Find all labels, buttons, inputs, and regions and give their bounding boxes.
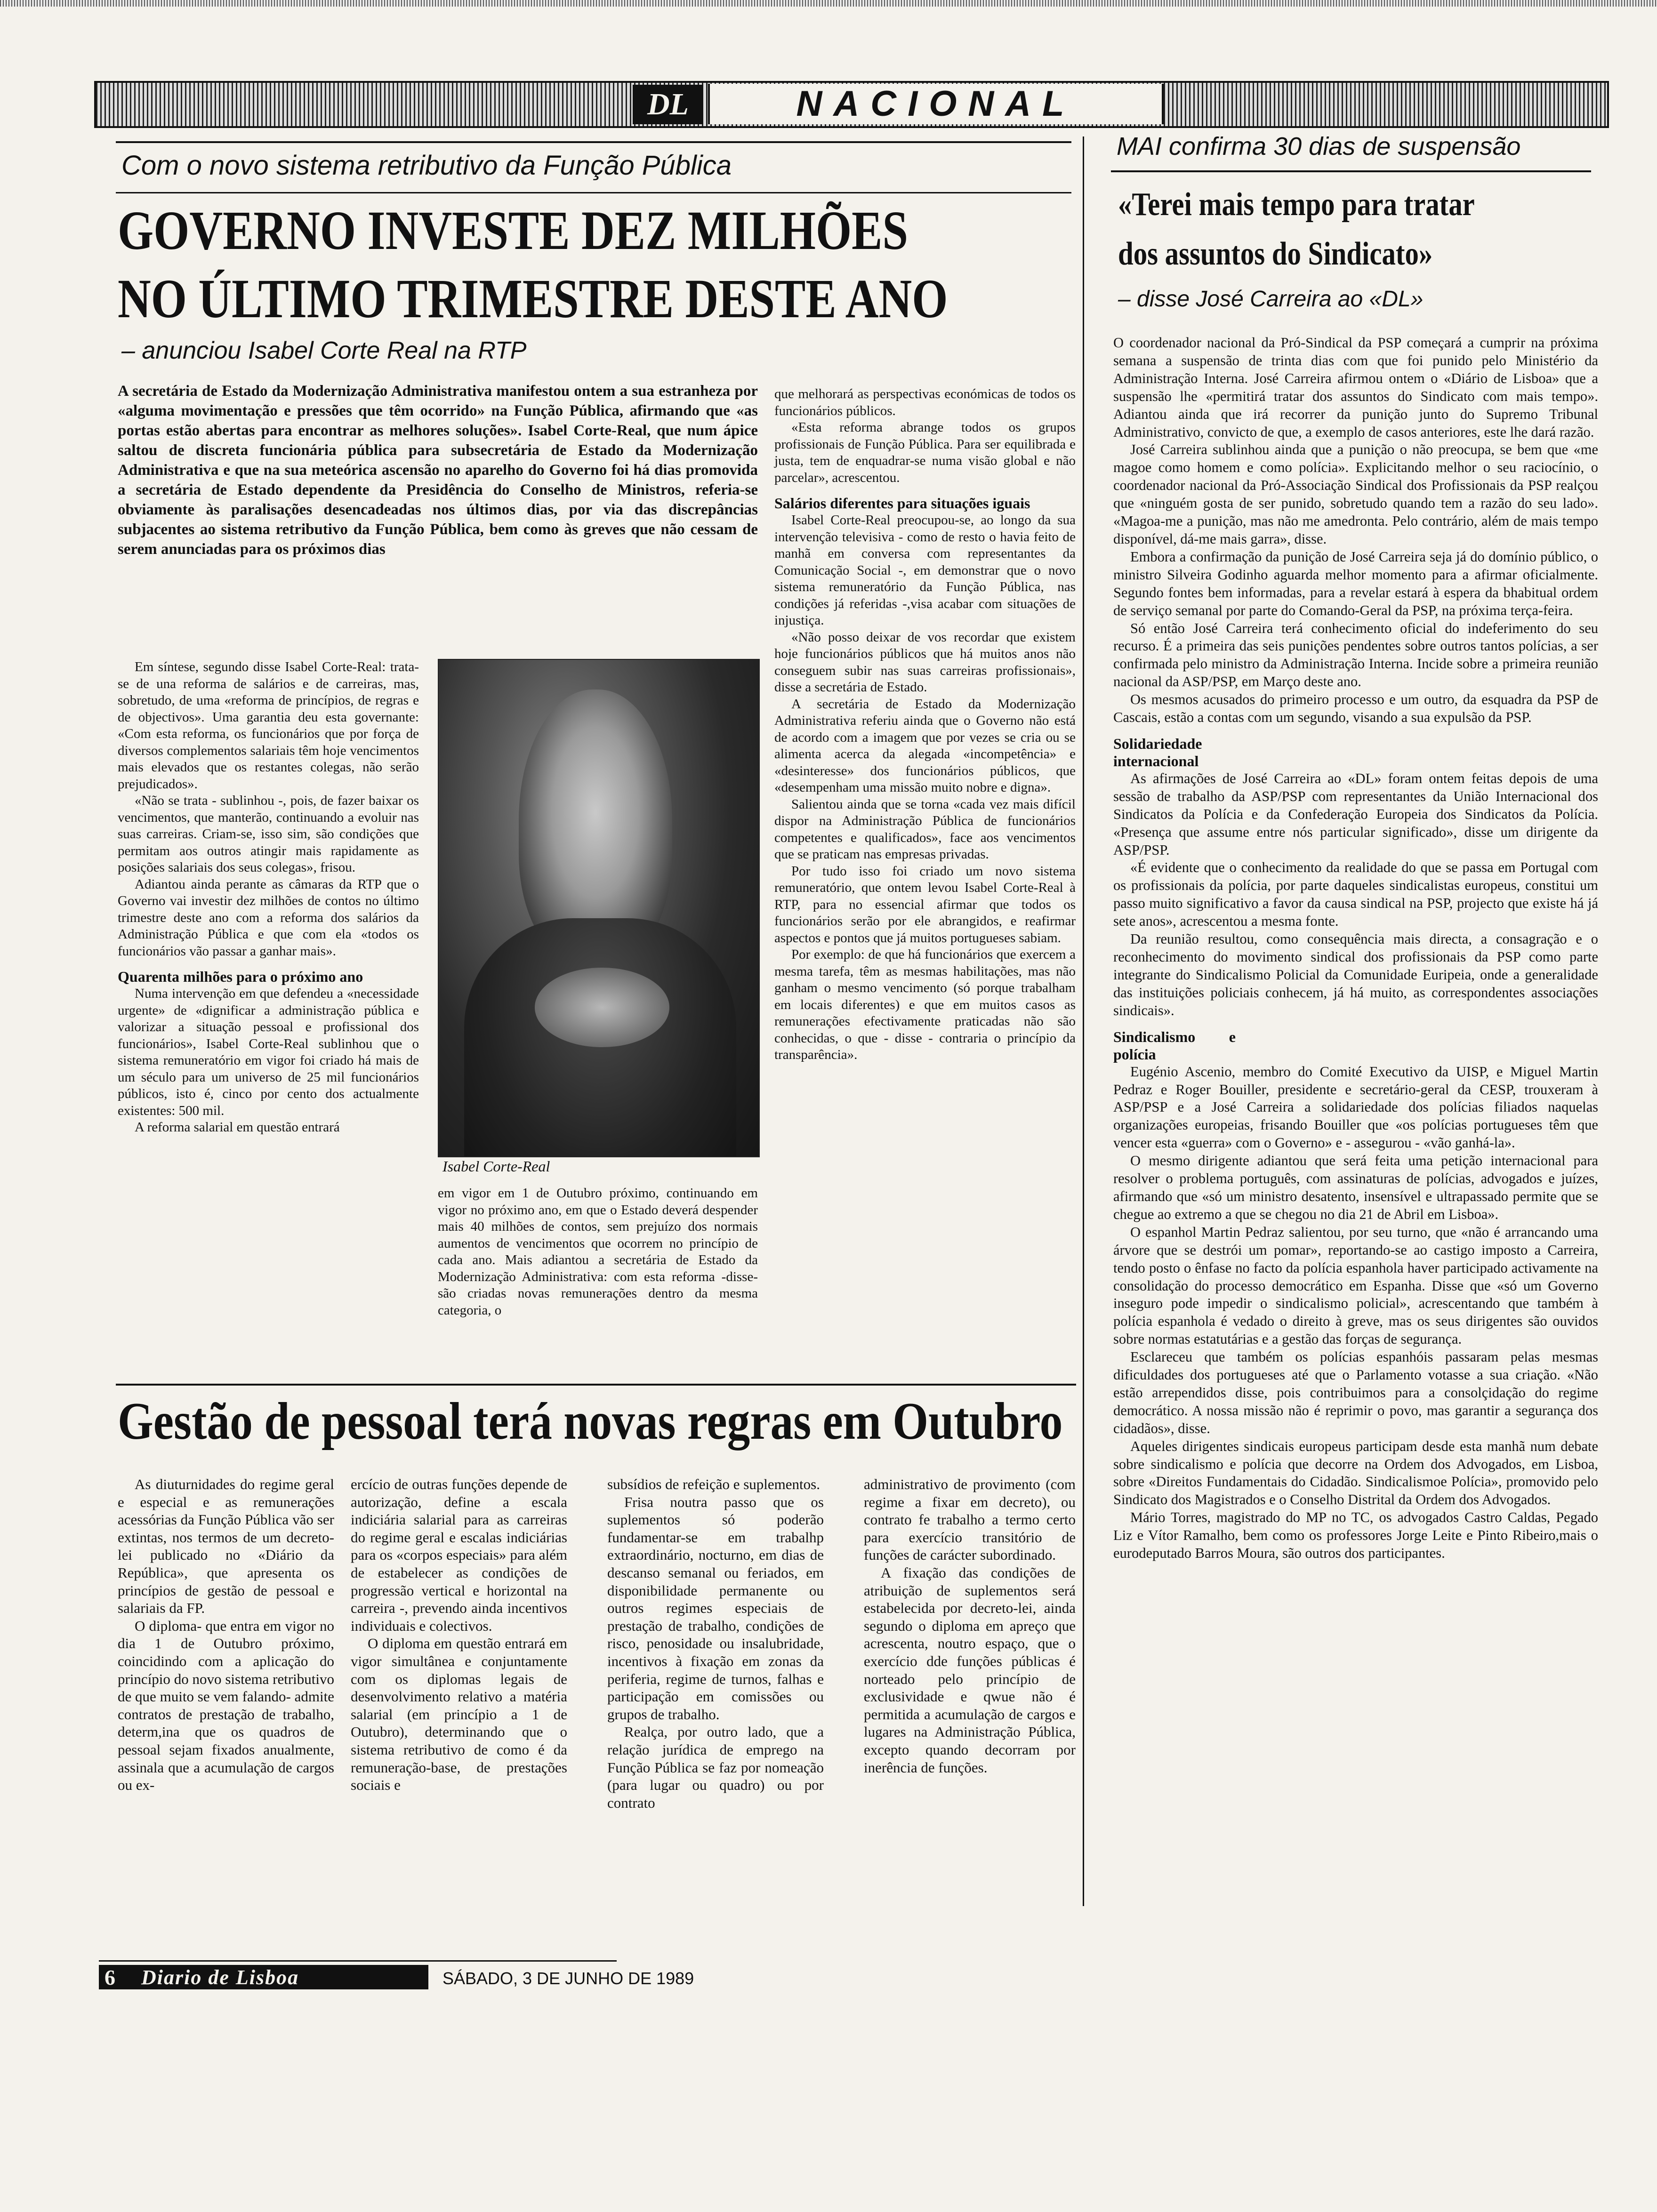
left-lead: A secretária de Estado da Modernização Administrativa manifestou ontem a sua estranheza por «alguma movimentação e pressões que têm ocorrido» na Função Pública, afirmando que «as portas estão abertas para encontrar as melhores soluções». Isabel Corte-Real, que num ápice saltou de discreta funcionária pública para subsecretária de Estado da Modernização Administrativa e que na sua meteórica ascensão no aparelho do Governo foi há dias promovida a secretária de Estado dependente da Presidência do Conselho de Ministros, referia-se obviamente às paralisações desencadeadas nos últimos dias, por via das discrepâncias subjacentes ao sistema retributivo da Função Pública, bem como às greves que não cessam de serem anunciadas para os próximos dias bbox=[118, 383, 758, 558]
paragraph: A fixação das condições de atribuição de suplementos será estabelecida por decreto-lei, ainda segundo o diploma em apreço que acrescenta, noutro espaço, que o exercício dde funções públicas é norteado pelo princípio de exclusividade e qwue não é permitida a acumulação de cargos e lugares na Administração Pública, excepto quando decorram por inerência de funções. bbox=[864, 1564, 1076, 1776]
right-deck: – disse José Carreira ao «DL» bbox=[1118, 287, 1424, 312]
column-divider bbox=[1083, 136, 1084, 1906]
paragraph: A secretária de Estado da Modernização Administrativa referiu ainda que o Governo não está de acordo com a imagem que por vezes se cria ou se alimenta acerca da alegada «incompetência» e «desinteresse» dos funcionários públicos, que «desempenham uma missão muito nobre e digna». bbox=[774, 696, 1076, 795]
bottom-column-3 bbox=[607, 1475, 824, 1811]
paragraph: O mesmo dirigente adiantou que será feita uma petição internacional para resolver o problema português, com assinaturas de polícias, advogados e juízes, afirmando que «só um ministro desatento, insensível e ultrapassado permite que se chegue ao extremo a que se chegou no dia 21 de Abril em Lisboa». bbox=[1113, 1153, 1598, 1222]
paragraph: A reforma salarial em questão entrará bbox=[135, 1120, 340, 1135]
footer-date: SÁBADO, 3 DE JUNHO DE 1989 bbox=[442, 1969, 694, 1988]
top-border bbox=[0, 0, 1657, 7]
paragraph: O coordenador nacional da Pró-Sindical da PSP começará a cumprir na próxima semana a suspensão de trinta dias com que foi punido pelo Ministério da Administração Interna. José Carreira afirmou ontem o «Diário de Lisboa» que a suspensão lhe «permitirá tratar dos assuntos do Sindicato com mais tempo». Adiantou ainda que irá recorrer da punição junto do Supremo Tribunal Administrativo, convicto de que, a exemplo de casos anteriores, este lhe dará razão. bbox=[1113, 335, 1598, 440]
paragraph: Realça, por outro lado, que a relação jurídica de emprego na Função Pública se faz por nomeação (para lugar ou quadro) ou por contrato bbox=[607, 1723, 824, 1811]
paragraph: «Não posso deixar de vos recordar que existem hoje funcionários públicos que há muitos anos não conseguem subir nas suas carreiras profissionais», disse a secretária de Estado. bbox=[774, 629, 1076, 695]
paragraph: Por tudo isso foi criado um novo sistema remuneratório, que ontem levou Isabel Corte-Real à RTP, para no essencial afirmar que todos os funcionários serão por ele abrangidos, e reafirmar aspectos e pontos que já muitos portugueses sabiam. bbox=[774, 863, 1076, 946]
paragraph: Embora a confirmação da punição de José Carreira seja já do domínio público, o ministro Silveira Godinho aguarda melhor momento para a afirmar oficialmente. Segundo fontes bem informadas, para a revelar estará à espera da bhabitual ordem de serviço semanal por parte do Comando-Geral da PSP, na próxima terça-feira. bbox=[1113, 548, 1598, 618]
paragraph: Da reunião resultou, como consequência mais directa, a consagração e o reconhecimento do movimento sindical dos profissionais da PSP como parte integrante do Sindicalismo Policial da Comunidade Euripeia, onde a generalidade das instituições policiais conhecem, já há muito, as correspondentes associações sindicais». bbox=[1113, 931, 1598, 1018]
right-column bbox=[1113, 334, 1598, 1563]
paragraph: Isabel Corte-Real preocupou-se, ao longo da sua intervenção televisiva - como de resto o havia feito de manhã em conversa com representantes da Comunicação Social -, em demonstrar que o novo sistema remuneratório da Função Pública, nas condições já referidas -,visa acabar com situações de injustiça. bbox=[774, 513, 1076, 628]
subheading: Quarenta milhões para o próximo ano bbox=[118, 968, 363, 985]
paragraph: Os mesmos acusados do primeiro processo e um outro, da esquadra da PSP de Cascais, estão a contas com um segundo, visando a sua expulsão da PSP. bbox=[1113, 691, 1598, 726]
paragraph: Numa intervenção em que defendeu a «necessidade urgente» de «dignificar a administração pública e valorizar a situação pessoal e profissional dos funcionários», Isabel Corte-Real sublinhou que o sistema remuneratório em vigor foi criado há mais de um século para um universo de 25 mil funcionários públicos, isto é, cinco por cento dos actualmente existentes: 500 mil. bbox=[118, 986, 419, 1118]
paragraph: Mário Torres, magistrado do MP no TC, os advogados Castro Caldas, Pegado Liz e Vítor Ramalho, bem como os professores Jorge Leite e Pinto Ribeiro,mais o eurodeputado Barros Moura, são outros dos participantes. bbox=[1113, 1509, 1598, 1562]
bottom-headline: Gestão de pessoal terá novas regras em Outubro bbox=[118, 1392, 1063, 1451]
footer-rule bbox=[99, 1960, 617, 1962]
bottom-article-top-rule bbox=[116, 1384, 1076, 1386]
dl-logo bbox=[633, 85, 703, 124]
left-column-2 bbox=[438, 1185, 758, 1319]
paragraph: Salientou ainda que se torna «cada vez mais difícil dispor na Administração Pública de funcionários competentes e qualificados», face aos vencimentos que se praticam nas empresas privadas. bbox=[774, 796, 1076, 862]
subheading: Sindicalismo e polícia bbox=[1113, 1028, 1236, 1063]
paragraph: Eugénio Ascenio, membro do Comité Executivo da UISP, e Miguel Martin Pedraz e Roger Bouiller, presidente e secretário-geral da CESP, trouxeram à ASP/PSP e a José Carreira a solidariedade dos polícias filiados naquelas organizações europeias, frisando Bouiller que «os polícias portugueses têm que vencer esta «guerra» com o Governo» e - assegurou - «vão ganhá-la». bbox=[1113, 1063, 1598, 1151]
left-column-3 bbox=[774, 386, 1076, 1064]
dl-logo-text: DL bbox=[647, 87, 689, 121]
paragraph: «Esta reforma abrange todos os grupos profissionais de Função Pública. Para ser equilibrada e justa, tem de enquadrar-se numa visão global e não parcelar», acrescentou. bbox=[774, 420, 1076, 485]
right-headline-line2: dos assuntos do Sindicato» bbox=[1118, 236, 1433, 272]
subheading: Solidariedade internacional bbox=[1113, 735, 1202, 769]
left-top-rule bbox=[116, 141, 1071, 143]
paragraph: ercício de outras funções depende de autorização, define a escala indiciária salarial para as carreiras do regime geral e escalas indiciárias para os «corpos especiais» para além de estabelecer as condições de progressão vertical e horizontal na carreira -, prevendo ainda incentivos individuais e colectivos. bbox=[351, 1476, 567, 1634]
paragraph: Por exemplo: de que há funcionários que exercem a mesma tarefa, têm as mesmas habilitações, mas não ganham o mesmo vencimento (só porque trabalham em locais diferentes) e que em muitos casos as remunerações efectivamente praticadas não são conhecidas, o que - disse - contraria o princípio da transparência». bbox=[774, 947, 1076, 1062]
section-bar bbox=[94, 81, 1609, 128]
left-headline-line1: GOVERNO INVESTE DEZ MILHÕES bbox=[118, 200, 908, 261]
left-deck: – anunciou Isabel Corte Real na RTP bbox=[121, 337, 527, 364]
paragraph: José Carreira sublinhou ainda que a punição o não preocupa, se bem que «me magoe como homem e como polícia». Explicitando melhor o seu raciocínio, o coordenador nacional da Pró-Associação Sindical dos Profissionais da PSP realçou que «ninguém gosta de ser punido, sobretudo quando tem a razão do seu lado». «Magoa-me a punição, mas não me amedronta. Pelo contrário, além de mais tempo disponível, dá-me mais garra», disse. bbox=[1113, 441, 1598, 547]
paragraph: «Não se trata - sublinhou -, pois, de fazer baixar os vencimentos, que manterão, continuando a evoluir nas suas carreiras. Criam-se, isso sim, são condições que permitam aos outros atingir mais rapidamente as posições salariais dos seus colegas», frisou. bbox=[118, 793, 419, 875]
paragraph: Adiantou ainda perante as câmaras da RTP que o Governo vai investir dez milhões de contos no último trimestre deste ano com a reforma dos salários da Administração Pública e que com ela «todos os funcionários vão passar a ganhar mais». bbox=[118, 876, 419, 959]
paragraph: Aqueles dirigentes sindicais europeus participam desde esta manhã num debate sobre sindicalismo e polícia que decorre na Ordem dos Advogados, em Lisboa, sobre «Direitos Fundamentais do Cidadão. Sindicalismoe Polícia», promovido pelo Sindicato dos Magistrados e o Conselho Distrital da Ordem dos Advogados. bbox=[1113, 1438, 1598, 1508]
page-number: 6 bbox=[105, 1965, 115, 1989]
paragraph: «É evidente que o conhecimento da realidade do que se passa em Portugal com os profissionais da polícia, por parte daqueles sindicalistas europeus, constitui um passo muito significativo a favor da causa sindical na PSP, projecto que existe há já sete anos», acrescentou a mesma fonte. bbox=[1113, 859, 1598, 930]
paragraph: As diuturnidades do regime geral e especial e as remunerações acessórias da Função Pública vão ser extintas, nos termos de um decreto-lei publicado no «Diário da República», que apresenta os princípios de gestão de pessoal e salariais da FP. bbox=[118, 1476, 334, 1617]
paragraph: As afirmações de José Carreira ao «DL» foram ontem feitas depois de uma sessão de trabalho da ASP/PSP com representantes da União Internacional dos Sindicatos da Polícia e da Confederação Europeia dos Sindicatos da Polícia. «Presença que assume entre nós particular significado», disse um dirigente da ASP/PSP. bbox=[1113, 770, 1598, 858]
paragraph: em vigor em 1 de Outubro próximo, continuando em vigor no próximo ano, em que o Estado deverá despender mais 40 milhões de contos, sem prejuízo dos normais aumentos de vencimentos que ocorrem no princípio de cada ano. Mais adiantou a secretária de Estado da Modernização Administrativa: com esta reforma -disse- são criadas novas remunerações dentro da mesma categoria, o bbox=[438, 1186, 758, 1318]
left-column-1 bbox=[118, 659, 419, 1136]
section-label: NACIONAL bbox=[708, 84, 1164, 124]
paragraph: Em síntese, segundo disse Isabel Corte-Real: trata-se de una reforma de salários e de carreiras, mas, sobretudo, de uma «reforma de princípios, de regras e de objectivos». Uma garantia deu esta governante: «Com esta reforma, os funcionários que por força de diversos complementos salariais têm hoje vencimentos mais elevados que os restantes colegas, não serão prejudicados». bbox=[118, 659, 419, 792]
left-headline-line2: NO ÚLTIMO TRIMESTRE DESTE ANO bbox=[118, 268, 948, 329]
bottom-column-2 bbox=[351, 1475, 567, 1794]
photo-caption: Isabel Corte-Real bbox=[442, 1158, 550, 1175]
right-kicker-rule bbox=[1111, 170, 1591, 172]
left-kicker: Com o novo sistema retributivo da Função Pública bbox=[121, 150, 732, 181]
bottom-column-1 bbox=[118, 1475, 334, 1794]
paper-name: Diario de Lisboa bbox=[141, 1966, 299, 1989]
photo-subject-hands bbox=[535, 968, 669, 1047]
subheading: Salários diferentes para situações iguais bbox=[774, 495, 1030, 512]
paragraph: que melhorará as perspectivas económicas de todos os funcionários públicos. bbox=[774, 386, 1076, 418]
paragraph: Só então José Carreira terá conhecimento oficial do indeferimento do seu recurso. É a primeira das seis punições pendentes sobre outros tantos polícias, a ser confirmada pelo ministro da Administração Interna. Incide sobre a primeira reunião nacional da ASP/PSP, em Março deste ano. bbox=[1113, 620, 1598, 690]
bottom-column-4 bbox=[864, 1475, 1076, 1776]
left-kicker-rule bbox=[116, 192, 1071, 193]
paragraph: subsídios de refeição e suplementos. bbox=[607, 1476, 820, 1492]
paragraph: O diploma em questão entrará em vigor simultânea e conjuntamente com os diplomas legais de desenvolvimento relativo a matéria salarial (em princípio a 1 de Outubro), determinando que o sistema retributivo de como é da remuneração-base, de prestações sociais e bbox=[351, 1635, 567, 1794]
paragraph: O espanhol Martin Pedraz salientou, por seu turno, que «não é arrancando uma árvore que se destrói um pomar», reportando-se ao castigo imposto a Carreira, tendo posto o ênfase no facto da polícia espanhola haver participado activamente na consolidação do processo democrático em Espanha. Disse que «só um Governo inseguro pode impedir o sindicalismo policial», acrescentando que também à polícia espanhola é vedado o direito à greve, mas os seus dirigentes são ouvidos sobre normas estatutárias e a gestão das forças de segurança. bbox=[1113, 1224, 1598, 1347]
paragraph: administrativo de provimento (com regime a fixar em decreto), ou contrato fe trabalho a termo certo para exercício transitório de funções de carácter subordinado. bbox=[864, 1476, 1076, 1563]
portrait-photo bbox=[438, 659, 760, 1157]
paragraph: O diploma- que entra em vigor no dia 1 de Outubro próximo, coincidindo com a aplicação do princípio do novo sistema retributivo de que muito se vem falando- admite contratos de prestação de trabalho, determ,ina que os quadros de pessoal sejam fixados anualmente, assinala que a acumulação de cargos ou ex- bbox=[118, 1617, 334, 1794]
paragraph: Frisa noutra passo que os suplementos só poderão fundamentar-se em trabalhp extraordinário, nocturno, em dias de descanso semanal ou feriados, em disponibilidade permanente ou outros regimes especiais de prestação de trabalho, condições de risco, penosidade ou insalubridade, incentivos à fixação em zonas da periferia, regime de turnos, falhas e participação em comissões ou grupos de trabalho. bbox=[607, 1493, 824, 1723]
paragraph: Esclareceu que também os polícias espanhóis passaram pelas mesmas dificuldades dos portugueses até que o Parlamento votasse a sua criação. «Não estão arrependidos disse, pois contribuimos para a consolçidação do regime democrático. A nossa missão não é reprimir o povo, mas garantir a segurança dos cidadãos», disse. bbox=[1113, 1349, 1598, 1436]
right-headline-line1: «Terei mais tempo para tratar bbox=[1118, 186, 1475, 223]
right-kicker: MAI confirma 30 dias de suspensão bbox=[1117, 132, 1521, 160]
